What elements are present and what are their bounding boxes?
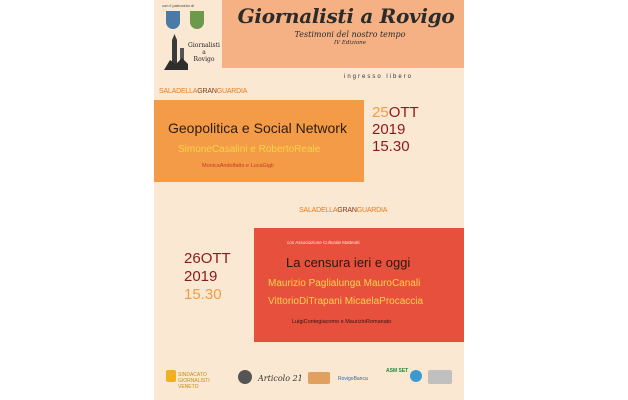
venue-part: SALADELLA	[159, 88, 198, 95]
logo-text-2: a	[202, 49, 206, 56]
event2-time: 15.30	[184, 286, 222, 303]
edition-label: IV Edizione	[334, 40, 366, 46]
venue-part: DELLA	[316, 207, 338, 214]
event2-association: con Associazione Culturale Matteotti	[287, 240, 360, 245]
poster	[154, 0, 464, 400]
venue-part: SALA	[299, 207, 317, 214]
free-entry-label: ingresso libero	[344, 74, 414, 80]
sponsor-4: ASM SET	[386, 368, 409, 374]
logo-text-1: Giornalisti	[188, 42, 220, 49]
patronage-label: con il patrocinio di	[162, 3, 195, 8]
event1-time: 15.30	[372, 138, 410, 155]
sponsor-emblem-icon	[238, 370, 252, 384]
coat-of-arms-icon	[166, 11, 180, 29]
sponsor-2: Articolo 21	[258, 374, 303, 383]
sponsor-circle-icon	[410, 370, 422, 382]
event2-day: 26	[184, 250, 201, 267]
event1-date	[372, 104, 422, 155]
sponsor-1: SINDACATO GIORNALISTI VENETO	[178, 372, 210, 390]
event2-date	[184, 250, 244, 304]
event2-guests: LuigiContegiacomo e MaurizioRomanato	[292, 319, 392, 325]
event1-title: Geopolitica e Social Network	[168, 120, 347, 136]
event1-year: 2019	[372, 121, 406, 138]
venue-part: GUARDIA	[356, 207, 388, 214]
page-subtitle: Testimoni del nostro tempo	[294, 30, 406, 39]
event2-month: OTT	[200, 250, 231, 267]
sponsors-bar	[158, 360, 460, 396]
logo-text-3: Rovigo	[193, 56, 215, 63]
venue-part: GUARDIA	[216, 88, 248, 95]
event1-box	[154, 100, 364, 182]
province-coat-of-arms-icon	[190, 11, 204, 29]
event1-moderators: MonicaAndolfatto e LucaGigli	[202, 163, 274, 169]
event1-month: OTT	[388, 104, 419, 121]
event2-title: La censura ieri e oggi	[286, 255, 411, 270]
sponsor-3: RovigoBanca	[338, 376, 368, 382]
venue-part: GRAN	[337, 207, 357, 214]
sponsor-logo-icon	[308, 372, 330, 384]
event2-year: 2019	[184, 268, 218, 285]
sponsor-badge-icon	[428, 370, 452, 384]
union-logo-icon	[166, 370, 176, 382]
event2-box	[254, 228, 464, 342]
event2-speakers-line2: VittorioDiTrapani MicaelaProcaccia	[268, 296, 424, 307]
venue-part: GRAN	[197, 88, 217, 95]
event2-speakers-line1: Maurizio Paglialunga MauroCanali	[268, 278, 421, 289]
event1-day: 25	[372, 104, 389, 121]
event1-speakers: SimoneCasalini e RobertoReale	[178, 144, 321, 155]
page-title: Giornalisti a Rovigo	[237, 4, 455, 28]
event2-venue	[299, 207, 387, 214]
event1-venue	[159, 88, 247, 95]
